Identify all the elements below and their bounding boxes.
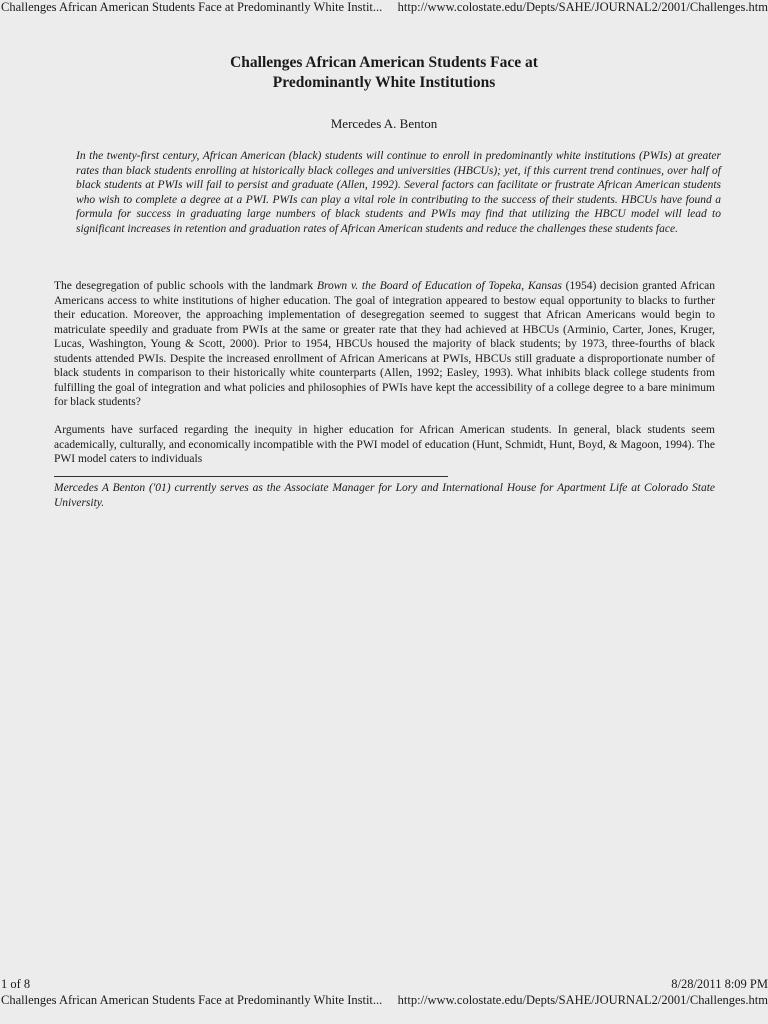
footer-page-title: Challenges African American Students Face at Predominantly White Instit... bbox=[1, 993, 383, 1007]
footer-url[interactable]: http://www.colostate.edu/Depts/SAHE/JOURNAL2/2001/Challenges.htm bbox=[397, 993, 768, 1007]
title-line-2: Predominantly White Institutions bbox=[272, 74, 496, 91]
body-paragraph-1 bbox=[54, 279, 715, 410]
paragraph-text: (1954) decision granted African Americans access to white institutions of higher education. The goal of integration appeared to bestow equal opportunity to blacks to further their education. Moreover, the approaching implementation of desegregation seemed to suggest that African Americans would begin to matriculate speedily and graduate from PWIs at the same or greater rate that they had achieved at HBCUs (Arminio, Carter, Jones, Kruger, Lucas, Washington, Young & Scott, 2000). Prior to 1954, HBCUs housed the majority of black students; by 1973, three-fourths of black students attended PWIs. Despite the increased enrollment of African Americans at PWIs, HBCUs still graduate a disproportionate number of black students in comparison to their historically white counterparts (Allen, 1992; Easley, 1993). What inhibits black college students from fulfilling the goal of integration and what policies and philosophies of PWIs have kept the accessibility of a college degree to a bare minimum for black students? bbox=[54, 280, 715, 408]
article-title bbox=[0, 53, 768, 93]
body-paragraph-2: Arguments have surfaced regarding the inequity in higher education for African American students. In general, black students seem academically, culturally, and economically incompatible with the PWI model of education (Hunt, Schmidt, Hunt, Boyd, & Magoon, 1994). The PWI model caters to individuals bbox=[54, 424, 715, 465]
page-indicator: 1 of 8 bbox=[1, 977, 31, 991]
case-name: Brown v. the Board of Education of Topeka, Kansas bbox=[316, 280, 562, 292]
header-page-title: Challenges African American Students Face at Predominantly White Instit... bbox=[1, 0, 383, 14]
title-line-1: Challenges African American Students Face at bbox=[230, 54, 538, 71]
paragraph-text: The desegregation of public schools with the landmark bbox=[54, 280, 317, 292]
author-note: Mercedes A Benton ('01) currently serves as the Associate Manager for Lory and International House for Apartment Life at Colorado State University. bbox=[54, 482, 715, 509]
article-abstract: In the twenty-first century, African American (black) students will continue to enroll in predominantly white institutions (PWIs) at greater rates than black students enrolling at historically black colleges and universities (HBCUs); yet, if this current trend continues, over half of black students at PWIs will fail to persist and graduate (Allen, 1992). Several factors can facilitate or frustrate African American students who wish to complete a degree at a PWI. PWIs can play a vital role in contributing to the success of their students. HBCUs have found a formula for success in graduating large numbers of black students and PWIs may find that utilizing the HBCU model will lead to significant increases in retention and graduation rates of African American students and reduce the challenges these students face. bbox=[76, 150, 721, 235]
footnote-divider bbox=[54, 476, 448, 477]
article-author: Mercedes A. Benton bbox=[330, 116, 438, 131]
print-datetime: 8/28/2011 8:09 PM bbox=[671, 977, 768, 991]
header-url[interactable]: http://www.colostate.edu/Depts/SAHE/JOURNAL2/2001/Challenges.htm bbox=[397, 0, 768, 14]
